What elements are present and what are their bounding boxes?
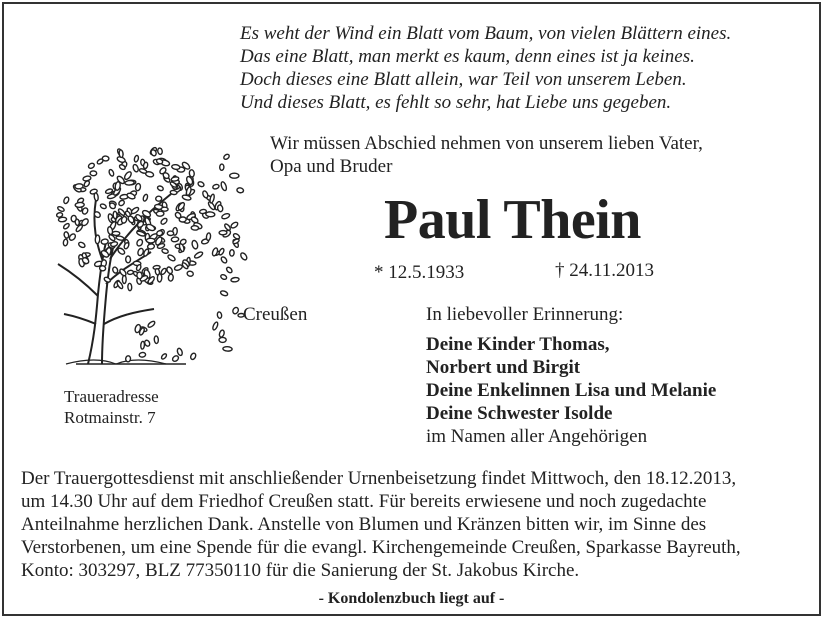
leaf [230, 221, 239, 229]
memory-label: In liebevoller Erinnerung: [426, 304, 624, 325]
leaf [167, 254, 176, 262]
leaf [176, 348, 183, 356]
leaf [217, 312, 222, 319]
leaf [194, 251, 204, 259]
leaf [75, 202, 84, 207]
leaf [101, 239, 109, 245]
leaf [71, 215, 77, 222]
leaf [179, 238, 187, 245]
leaf [130, 206, 139, 214]
leaf [142, 194, 148, 202]
leaf [63, 223, 70, 230]
poem-line: Das eine Blatt, man merkt es kaum, denn eines ist ja keines. [240, 46, 695, 67]
survivor-line: Norbert und Birgit [426, 357, 581, 378]
service-line: Anteilnahme herzlichen Dank. Anstelle von Blumen und Kränzen bitten wir, im Sinne des [21, 514, 707, 535]
condolence-book-note: - Kondolenzbuch liegt auf - [318, 590, 505, 607]
address-street: Rotmainstr. 7 [64, 408, 156, 427]
poem [240, 22, 731, 114]
leaf [171, 176, 179, 181]
death-date: † 24.11.2013 [555, 260, 655, 281]
leaf [147, 320, 156, 328]
leaf [223, 346, 232, 351]
leaf [170, 190, 177, 195]
leaf [191, 226, 199, 231]
leaf [108, 169, 114, 177]
leaf [231, 277, 240, 282]
leaf [134, 155, 139, 162]
leaf [237, 187, 244, 193]
deceased-name: Paul Thein [384, 189, 641, 251]
survivor-line: Deine Enkelinnen Lisa und Melanie [426, 380, 717, 401]
leaf [220, 164, 224, 170]
survivor-line: Deine Kinder Thomas, [426, 334, 610, 355]
leaf [147, 244, 154, 250]
leaf [197, 181, 205, 188]
leaf [187, 271, 194, 277]
leaf [224, 223, 232, 231]
leaf [68, 233, 76, 242]
leaf [100, 203, 107, 209]
leaf [223, 153, 230, 160]
leaf [209, 194, 215, 204]
leaf [125, 356, 130, 362]
leaf [171, 237, 179, 242]
leaf [157, 185, 164, 191]
leaf [206, 212, 215, 218]
survivors-list [426, 333, 716, 448]
leaf [119, 150, 124, 158]
intro-line: Wir müssen Abschied nehmen von unserem lieben Vater, [270, 133, 703, 154]
leaf [128, 283, 132, 291]
leaf [126, 256, 131, 263]
leaf [143, 162, 148, 169]
leaf [90, 171, 97, 176]
leaf [157, 148, 163, 155]
leaf [75, 183, 84, 189]
poem-line: Und dieses Blatt, es fehlt so sehr, hat Liebe uns gegeben. [240, 92, 672, 113]
leaf [112, 266, 119, 274]
leaf [220, 290, 228, 297]
leaf [110, 241, 118, 247]
leaf [160, 268, 167, 276]
mourning-address [64, 386, 159, 428]
leaf [172, 355, 180, 363]
service-line: Verstorbenen, um eine Spende für die evangl. Kirchengemeinde Creußen, Sparkasse Bayreuth, [21, 537, 741, 558]
obituary-notice [2, 2, 821, 616]
leaf [102, 156, 109, 161]
leaf [161, 248, 168, 254]
poem-line: Es weht der Wind ein Blatt vom Baum, von vielen Blättern eines. [240, 23, 732, 44]
leaf [229, 250, 234, 257]
leaf [191, 240, 198, 250]
survivors-closing: im Namen aller Angehörigen [426, 426, 648, 447]
leaf [156, 196, 162, 201]
leaf [132, 164, 139, 173]
leaf [190, 352, 197, 360]
leaf [161, 353, 168, 360]
leaf [95, 235, 100, 244]
leaf [140, 341, 144, 349]
address-label: Traueradresse [64, 387, 159, 406]
leaf [154, 336, 159, 344]
leaf [81, 218, 90, 227]
leaf [99, 265, 106, 271]
leaf [206, 233, 211, 241]
farewell-intro [270, 132, 703, 178]
leaf [230, 173, 239, 178]
survivor-line: Deine Schwester Isolde [426, 403, 613, 424]
leaf [226, 266, 233, 274]
leaf [171, 164, 180, 170]
place-name: Creußen [243, 304, 308, 325]
leaf [63, 231, 69, 238]
leaf [218, 248, 225, 256]
leaf [220, 256, 228, 264]
leaf [219, 337, 226, 342]
leaf [146, 238, 155, 243]
leaf [217, 204, 224, 212]
leaf [233, 233, 241, 240]
leaf [135, 183, 141, 191]
leaf [212, 184, 219, 190]
intro-line: Opa und Bruder [270, 156, 393, 177]
leaf [156, 211, 164, 216]
leaf [88, 162, 96, 169]
birth-date: * 12.5.1933 [374, 262, 465, 283]
leaf [190, 216, 199, 224]
leaf [56, 212, 63, 218]
leaf [220, 181, 227, 191]
leaf [125, 180, 134, 185]
service-line: um 14.30 Uhr auf dem Friedhof Creußen statt. Für bereits erwiesene und noch zugedachte [21, 491, 707, 512]
leaf [94, 193, 99, 201]
leaf [157, 274, 162, 282]
leaf [219, 231, 227, 235]
leaf [139, 352, 146, 357]
service-line: Der Trauergottesdienst mit anschließender Urnenbeisetzung findet Mittwoch, den 18.12.2013, [21, 468, 737, 489]
leaf [219, 329, 225, 337]
leaf [103, 276, 111, 283]
leaf [167, 231, 174, 236]
leaf [168, 274, 174, 282]
leaf [136, 238, 144, 246]
leaf [160, 217, 168, 225]
leaf [202, 190, 209, 198]
leaf [116, 235, 125, 241]
leaf [240, 252, 248, 261]
leaf [63, 196, 70, 204]
leaf [220, 274, 227, 281]
leaf [123, 171, 132, 181]
leaf [232, 306, 240, 314]
poem-line: Doch dieses eine Blatt allein, war Teil von unserem Leben. [240, 69, 687, 90]
tree-leaves [56, 147, 248, 363]
leaf [112, 231, 120, 235]
leaf [78, 241, 86, 248]
leaf [57, 206, 65, 213]
service-details [21, 467, 811, 582]
leaf [212, 321, 219, 330]
service-line: Konto: 303297, BLZ 77350110 für die Sanierung der St. Jakobus Kirche. [21, 560, 580, 581]
leaf [137, 272, 143, 279]
leaf [63, 239, 68, 246]
leaf [221, 213, 230, 220]
leaf [189, 170, 195, 178]
leaf [118, 199, 126, 206]
tree-illustration [36, 124, 251, 374]
leaf [161, 207, 168, 211]
